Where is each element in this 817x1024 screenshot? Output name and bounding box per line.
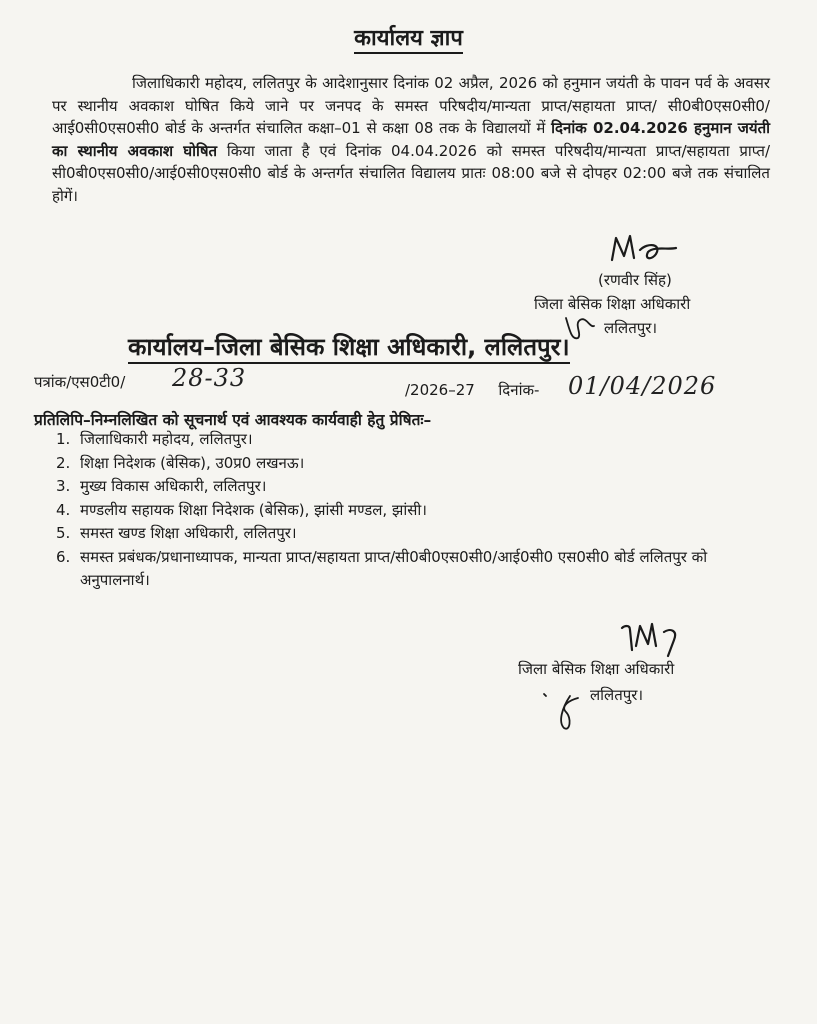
signatory-name: (रणवीर सिंह) xyxy=(598,271,672,289)
footer-signature-mark xyxy=(616,616,696,658)
footer-initial-mark xyxy=(540,688,590,734)
reference-year: /2026–27 xyxy=(405,381,475,399)
signatory-designation: जिला बेसिक शिक्षा अधिकारी xyxy=(534,295,691,313)
memo-body-part1: जिलाधिकारी महोदय, ललितपुर के आदेशानुसार दिनांक 02 अप्रैल, 2026 को हनुमान जयंती के पावन पर्व के अवसर पर स्थानीय अवकाश घोषित किये जाने पर जनपद के समस्त परिषदीय/मान्यता प्राप्त/सहायता प्राप्त/ सी0बी0एस0सी0/आई0सी0एस0सी0 बोर्ड के अन्तर्गत संचालित कक्षा–01 से कक्षा 08 तक के विद्यालयों में xyxy=(52,74,770,137)
list-item: 4. मण्डलीय सहायक शिक्षा निदेशक (बेसिक), झांसी मण्डल, झांसी। xyxy=(56,500,427,519)
office-heading xyxy=(128,330,570,363)
list-item: 2. शिक्षा निदेशक (बेसिक), उ0प्र0 लखनऊ। xyxy=(56,453,305,472)
list-item: 3. मुख्य विकास अधिकारी, ललितपुर। xyxy=(56,477,267,495)
reference-date-handwritten: 01/04/2026 xyxy=(568,372,717,400)
memo-body-highlight: दिनांक 02.04.2026 हनुमान जयंती का स्थानीय अवकाश घोषित xyxy=(52,119,771,160)
memo-body xyxy=(52,72,770,207)
memo-title-text: कार्यालय ज्ञाप xyxy=(354,26,463,54)
memo-title xyxy=(0,22,817,52)
memo-body-part2: किया जाता है एवं दिनांक 04.04.2026 को समस्त परिषदीय/मान्यता प्राप्त/सहायता प्राप्त/सी0बी0एस0सी0/आई0सी0एस0सी0 बोर्ड के अन्तर्गत संचालित विद्यालय प्रातः 08:00 बजे से दोपहर 02:00 बजे तक संचालित होगें। xyxy=(52,141,770,205)
reference-number-handwritten: 28-33 xyxy=(172,364,247,392)
list-item: 5. समस्त खण्ड शिक्षा अधिकारी, ललितपुर। xyxy=(56,524,297,542)
list-item: 6. समस्त प्रबंधक/प्रधानाध्यापक, मान्यता प्राप्त/सहायता प्राप्त/सी0बी0एस0सी0/आई0सी0 एस0सी0 बोर्ड ललितपुर को अनुपालनार्थ। xyxy=(56,547,708,589)
copy-heading: प्रतिलिपि–निम्नलिखित को सूचनार्थ एवं आवश्यक कार्यवाही हेतु प्रेषितः– xyxy=(34,411,432,429)
list-item: 1. जिलाधिकारी महोदय, ललितपुर। xyxy=(56,430,253,448)
signatory-place: ललितपुर। xyxy=(604,319,658,337)
footer-place: ललितपुर। xyxy=(590,686,644,704)
reference-prefix: पत्रांक/एस0टी0/ xyxy=(34,373,126,391)
date-label-text: दिनांक- xyxy=(498,381,540,399)
signature-mark xyxy=(604,230,684,270)
recipient-list xyxy=(56,428,776,593)
footer-designation: जिला बेसिक शिक्षा अधिकारी xyxy=(518,660,675,678)
office-heading-text: कार्यालय–जिला बेसिक शिक्षा अधिकारी, ललितपुर। xyxy=(128,333,570,364)
reference-date-label xyxy=(405,380,539,400)
